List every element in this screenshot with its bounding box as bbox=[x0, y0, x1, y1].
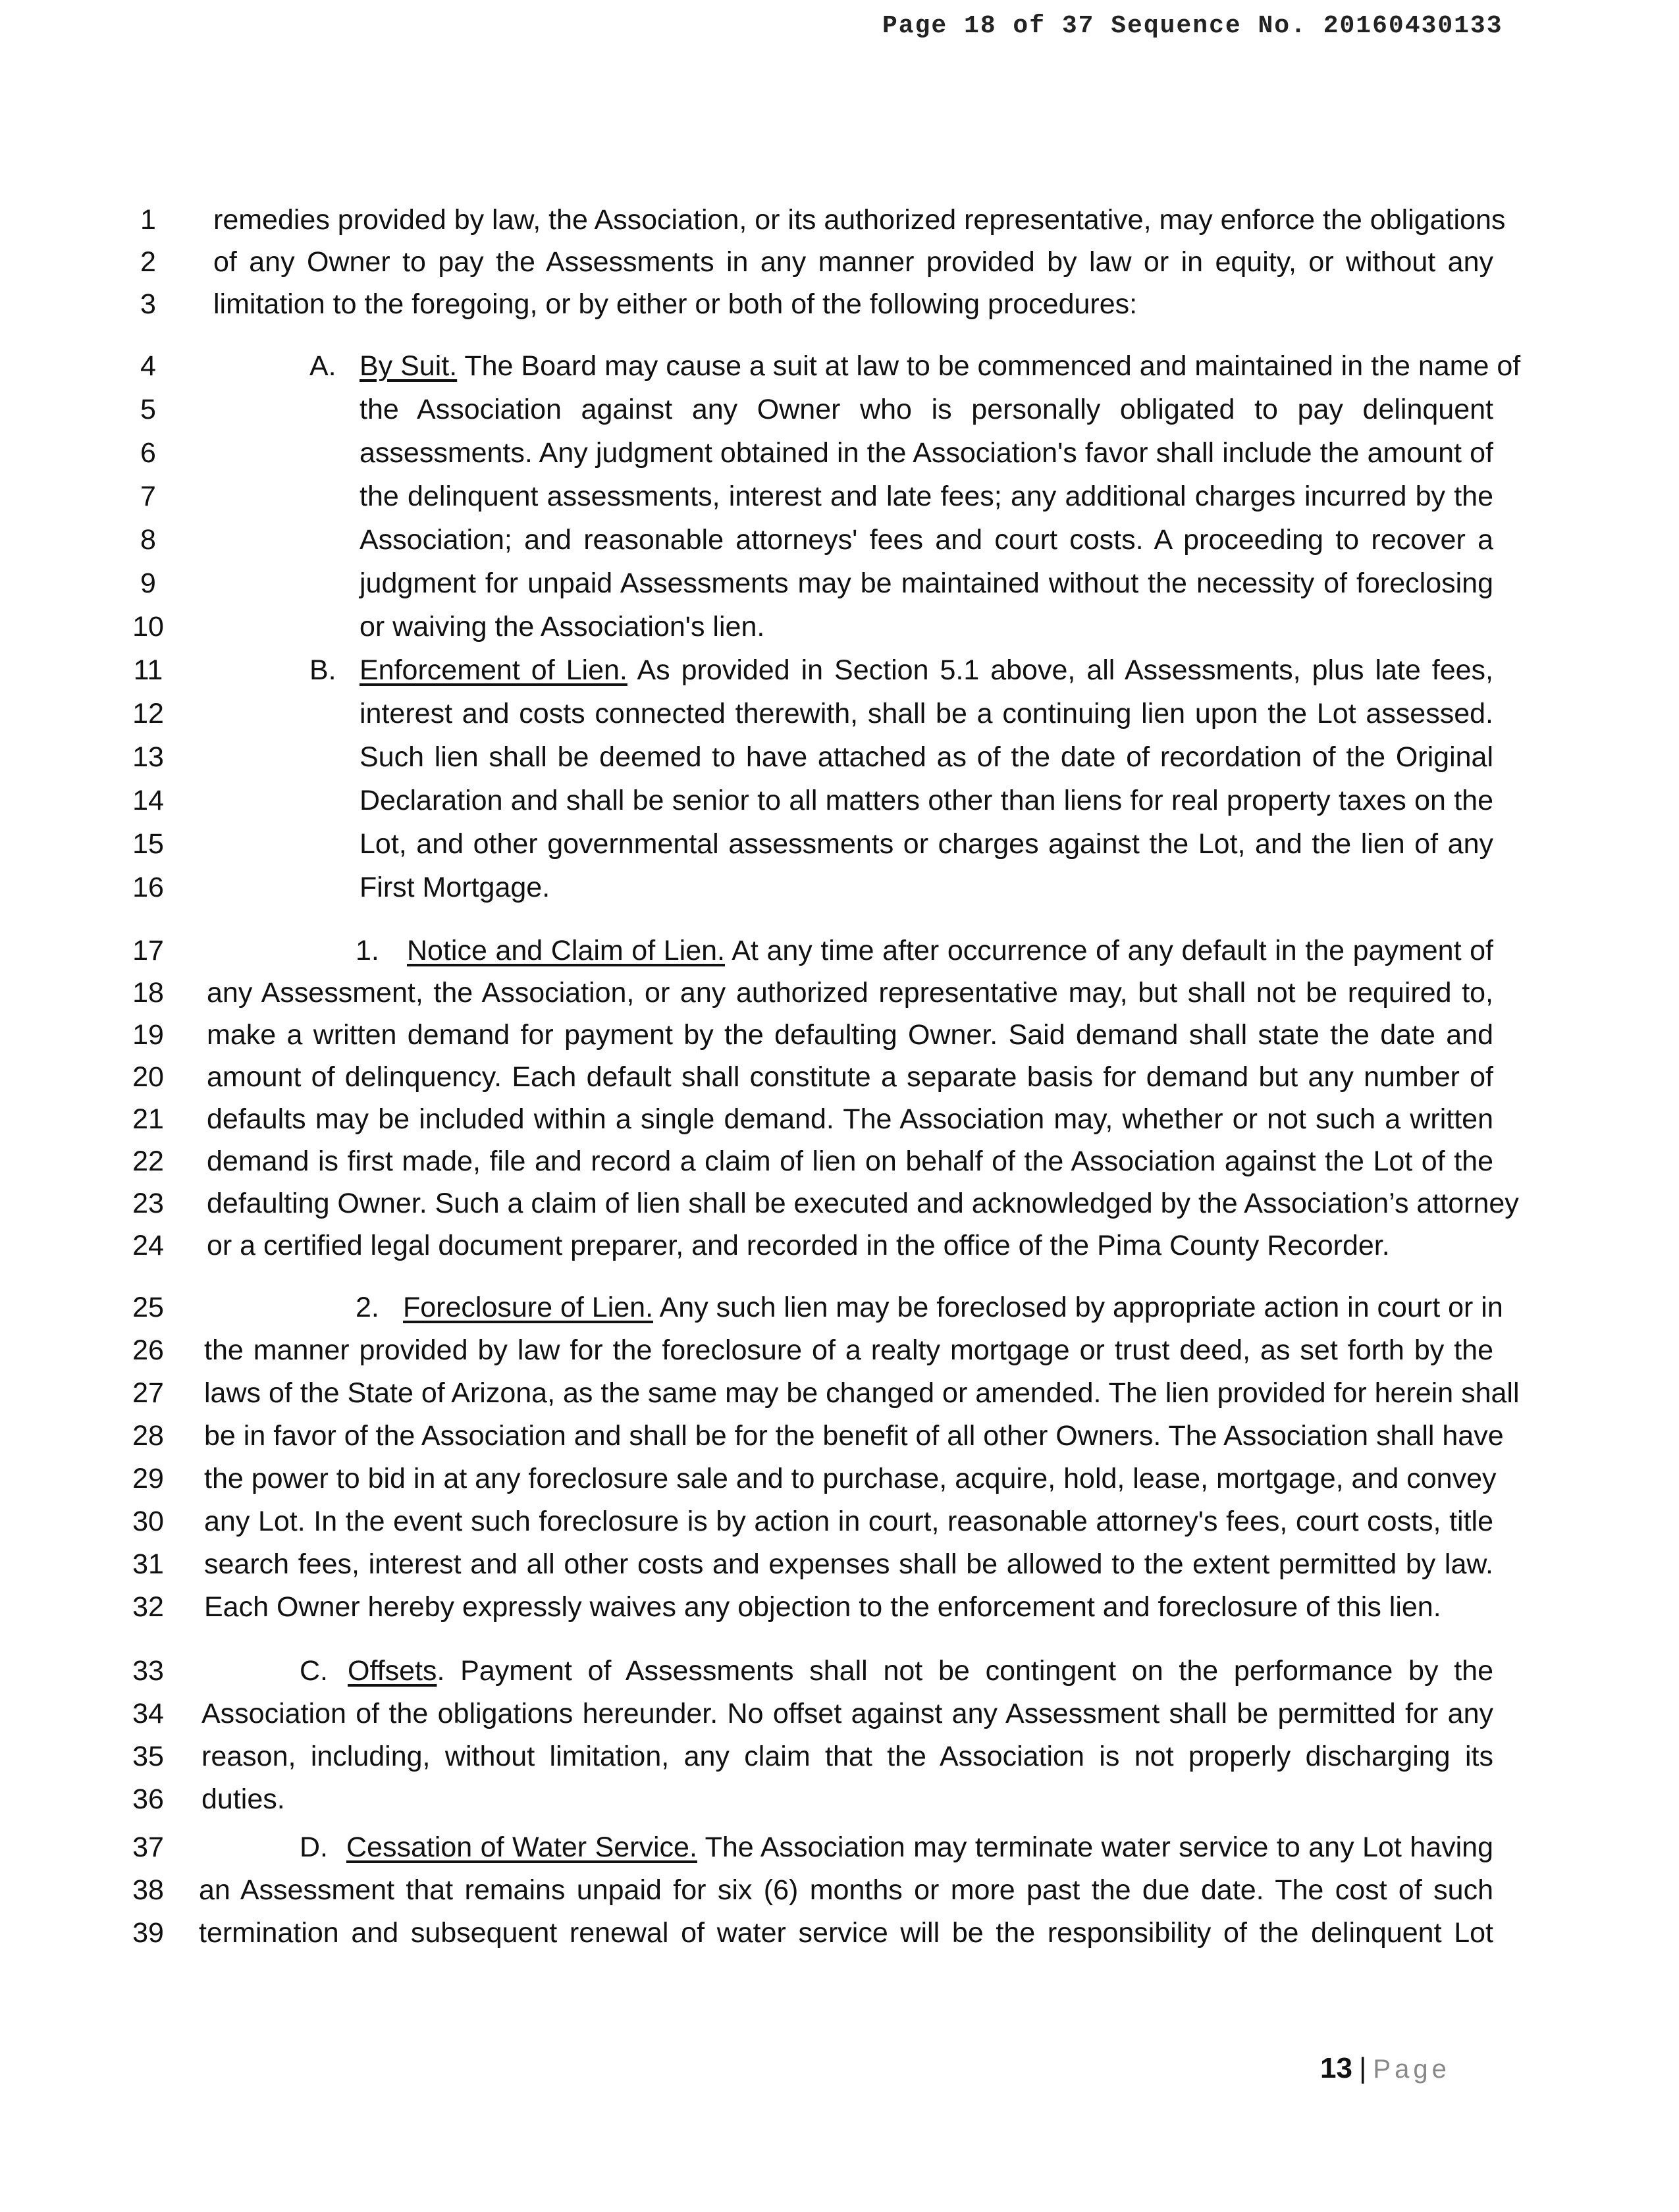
body-line: assessments. Any judgment obtained in the Association's favor shall include the amount of bbox=[360, 437, 1493, 469]
line-number: 2 bbox=[140, 246, 156, 278]
line-number: 1 bbox=[140, 204, 156, 236]
body-line: Association of the obligations hereunder. No offset against any Assessment shall be permitted for any bbox=[201, 1698, 1493, 1729]
clause-a-line-1: By Suit. The Board may cause a suit at law to be commenced and maintained in the name of bbox=[360, 350, 1521, 382]
body-line: reason, including, without limitation, any claim that the Association is not properly discharging its bbox=[201, 1741, 1493, 1772]
body-line: the Association against any Owner who is personally obligated to pay delinquent bbox=[360, 394, 1493, 425]
line-number: 18 bbox=[132, 977, 164, 1009]
line-number: 31 bbox=[132, 1548, 164, 1580]
clause-heading: Foreclosure of Lien. bbox=[403, 1292, 654, 1323]
clause-b-line-1: Enforcement of Lien. As provided in Section 5.1 above, all Assessments, plus late fees, bbox=[360, 654, 1493, 686]
line-number: 13 bbox=[132, 741, 164, 773]
clause-heading: Notice and Claim of Lien. bbox=[407, 935, 725, 966]
body-line: First Mortgage. bbox=[360, 872, 550, 903]
clause-d-line-1: Cessation of Water Service. The Association may terminate water service to any Lot having bbox=[346, 1831, 1494, 1863]
line-number: 36 bbox=[132, 1783, 164, 1815]
line-number: 9 bbox=[140, 567, 156, 599]
line-number: 5 bbox=[140, 394, 156, 425]
clause-heading: Offsets bbox=[348, 1655, 437, 1687]
line-number: 4 bbox=[140, 350, 156, 382]
line-number: 6 bbox=[140, 437, 156, 469]
body-line: judgment for unpaid Assessments may be maintained without the necessity of foreclosing bbox=[360, 567, 1493, 599]
clause-heading: Enforcement of Lien. bbox=[360, 654, 627, 686]
body-line: make a written demand for payment by the defaulting Owner. Said demand shall state the date and bbox=[207, 1019, 1493, 1051]
line-number: 23 bbox=[132, 1188, 164, 1219]
clause-b2-line-1: Foreclosure of Lien. Any such lien may be foreclosed by appropriate action in court or in bbox=[403, 1292, 1503, 1323]
body-line: defaulting Owner. Such a claim of lien shall be executed and acknowledged by the Association’s attorney bbox=[207, 1188, 1519, 1219]
body-line: the power to bid in at any foreclosure sale and to purchase, acquire, hold, lease, mortgage, and convey bbox=[204, 1463, 1497, 1494]
body-line: the delinquent assessments, interest and late fees; any additional charges incurred by the bbox=[360, 481, 1493, 512]
line-number: 3 bbox=[140, 288, 156, 320]
body-line: or waiving the Association's lien. bbox=[360, 611, 765, 643]
body-line: limitation to the foregoing, or by either or both of the following procedures: bbox=[213, 288, 1138, 320]
line-number: 38 bbox=[132, 1874, 164, 1906]
clause-c-line-1: Offsets. Payment of Assessments shall not be contingent on the performance by the bbox=[348, 1655, 1493, 1687]
clause-heading: Cessation of Water Service. bbox=[346, 1831, 697, 1863]
body-line: amount of delinquency. Each default shall constitute a separate basis for demand but any number of bbox=[207, 1061, 1493, 1093]
line-number: 7 bbox=[140, 481, 156, 512]
page-word: Page bbox=[1373, 2055, 1451, 2084]
body-line: the manner provided by law for the foreclosure of a realty mortgage or trust deed, as set forth by the bbox=[204, 1334, 1493, 1366]
clause-b1-line-1: Notice and Claim of Lien. At any time after occurrence of any default in the payment of bbox=[407, 935, 1493, 966]
body-line: of any Owner to pay the Assessments in any manner provided by law or in equity, or without any bbox=[213, 246, 1493, 278]
page-number: 13 bbox=[1320, 2052, 1352, 2084]
footer-separator: | bbox=[1358, 2052, 1367, 2084]
line-number: 39 bbox=[132, 1917, 164, 1949]
body-line: or a certified legal document preparer, and recorded in the office of the Pima County Recorder. bbox=[207, 1230, 1390, 1261]
line-number: 8 bbox=[140, 524, 156, 556]
body-line: any Lot. In the event such foreclosure is by action in court, reasonable attorney's fees, court costs, title bbox=[204, 1506, 1493, 1537]
body-line: interest and costs connected therewith, shall be a continuing lien upon the Lot assessed. bbox=[360, 698, 1493, 729]
line-number: 26 bbox=[132, 1334, 164, 1366]
recording-stamp: Page 18 of 37 Sequence No. 20160430133 bbox=[882, 12, 1503, 40]
line-number: 29 bbox=[132, 1463, 164, 1494]
body-line: Declaration and shall be senior to all matters other than liens for real property taxes on the bbox=[360, 785, 1493, 816]
body-line: remedies provided by law, the Association, or its authorized representative, may enforce the obligations bbox=[213, 204, 1506, 236]
body-line: duties. bbox=[201, 1783, 285, 1815]
body-line: termination and subsequent renewal of water service will be the responsibility of the delinquent Lot bbox=[199, 1917, 1493, 1949]
line-number: 16 bbox=[132, 872, 164, 903]
line-number: 20 bbox=[132, 1061, 164, 1093]
body-line: defaults may be included within a single demand. The Association may, whether or not such a written bbox=[207, 1103, 1493, 1135]
line-number: 12 bbox=[132, 698, 164, 729]
body-line: Association; and reasonable attorneys' fees and court costs. A proceeding to recover a bbox=[360, 524, 1493, 556]
line-number: 22 bbox=[132, 1146, 164, 1177]
line-number: 34 bbox=[132, 1698, 164, 1729]
clause-label: 1. bbox=[356, 935, 379, 966]
line-number: 19 bbox=[132, 1019, 164, 1051]
body-line: demand is first made, file and record a claim of lien on behalf of the Association against the Lot of the bbox=[207, 1146, 1493, 1177]
body-line: an Assessment that remains unpaid for six (6) months or more past the due date. The cost of such bbox=[199, 1874, 1493, 1906]
line-number: 17 bbox=[132, 935, 164, 966]
line-number: 35 bbox=[132, 1741, 164, 1772]
line-number: 10 bbox=[132, 611, 164, 643]
clause-label: A. bbox=[309, 350, 336, 382]
body-line: laws of the State of Arizona, as the same may be changed or amended. The lien provided for herein shall bbox=[204, 1377, 1520, 1409]
line-number: 14 bbox=[132, 785, 164, 816]
clause-label: B. bbox=[309, 654, 336, 686]
line-number: 24 bbox=[132, 1230, 164, 1261]
page-footer bbox=[1320, 2049, 1451, 2088]
body-line: search fees, interest and all other costs and expenses shall be allowed to the extent permitted by law. bbox=[204, 1548, 1493, 1580]
body-line: Lot, and other governmental assessments or charges against the Lot, and the lien of any bbox=[360, 828, 1493, 860]
line-number: 21 bbox=[132, 1103, 164, 1135]
line-number: 27 bbox=[132, 1377, 164, 1409]
body-line: Such lien shall be deemed to have attached as of the date of recordation of the Original bbox=[360, 741, 1493, 773]
body-line: any Assessment, the Association, or any authorized representative may, but shall not be required to, bbox=[207, 977, 1493, 1009]
line-number: 30 bbox=[132, 1506, 164, 1537]
clause-label: C. bbox=[300, 1655, 328, 1687]
line-number: 37 bbox=[132, 1831, 164, 1863]
body-line: Each Owner hereby expressly waives any objection to the enforcement and foreclosure of this lien. bbox=[204, 1591, 1441, 1623]
clause-label: 2. bbox=[356, 1292, 379, 1323]
line-number: 33 bbox=[132, 1655, 164, 1687]
line-number: 15 bbox=[132, 828, 164, 860]
line-number: 25 bbox=[132, 1292, 164, 1323]
line-number: 11 bbox=[133, 654, 163, 686]
clause-label: D. bbox=[300, 1831, 328, 1863]
body-line: be in favor of the Association and shall be for the benefit of all other Owners. The Association shall have bbox=[204, 1420, 1504, 1452]
line-number: 28 bbox=[132, 1420, 164, 1452]
line-number: 32 bbox=[132, 1591, 164, 1623]
clause-heading: By Suit. bbox=[360, 350, 458, 382]
